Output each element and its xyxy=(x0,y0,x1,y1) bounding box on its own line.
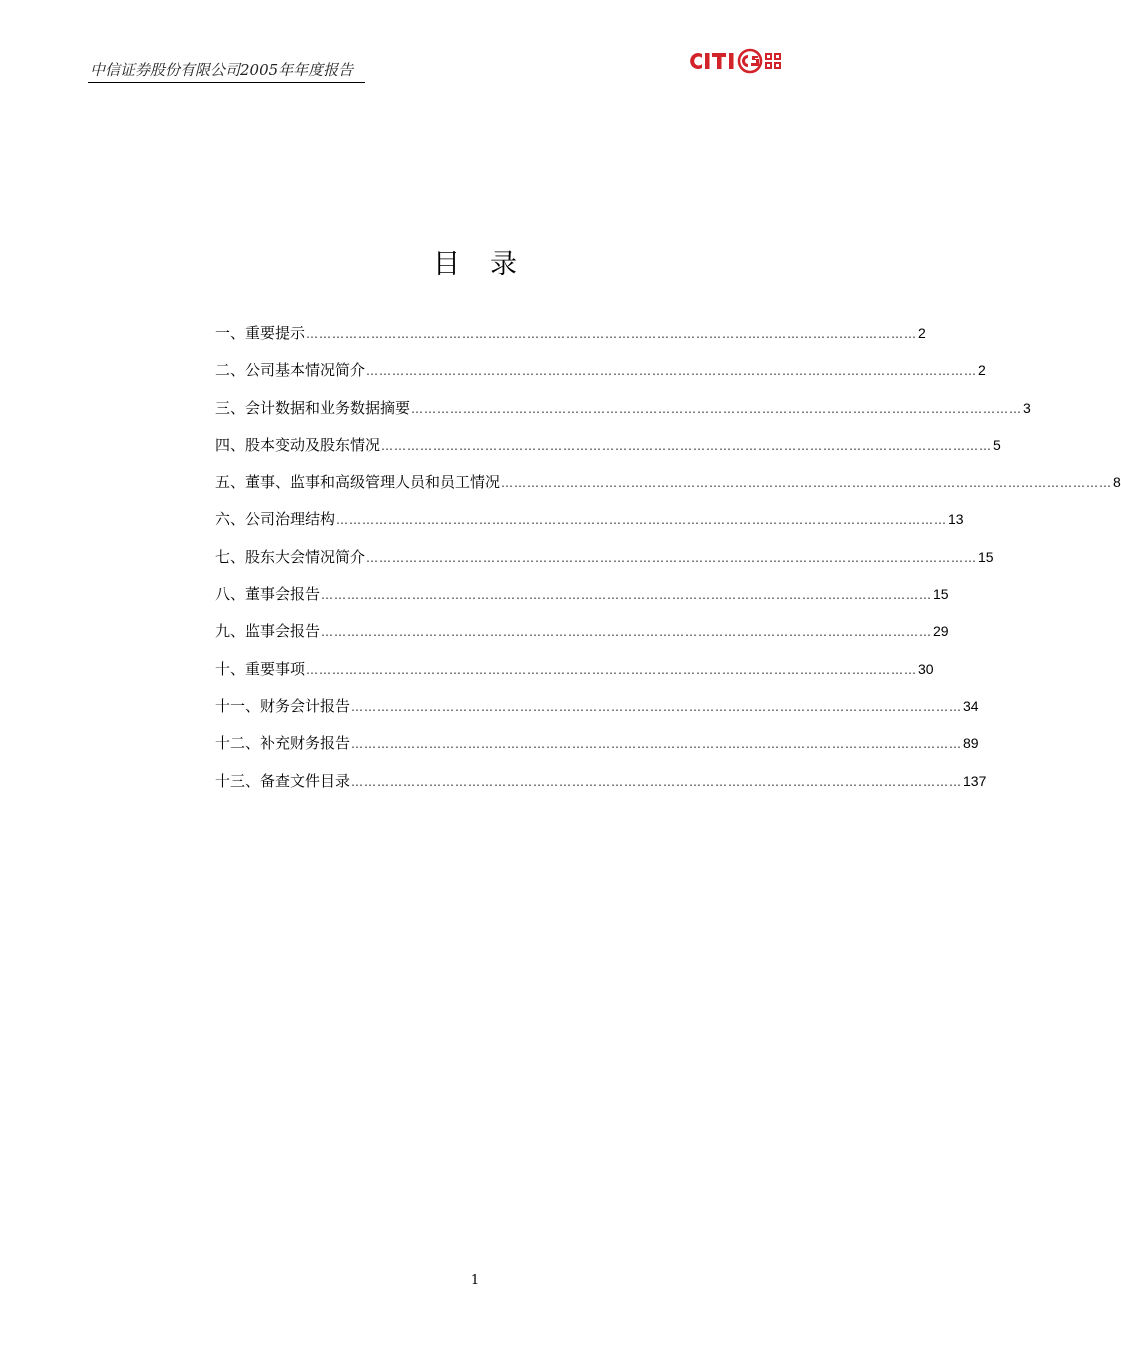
toc-entry-page: 15 xyxy=(933,586,949,603)
toc-entry[interactable] xyxy=(215,658,934,695)
toc-entry-page: 30 xyxy=(918,660,934,677)
toc-entry-title: 七、股东大会情况简介 xyxy=(215,547,366,566)
toc-entry-page: 89 xyxy=(963,735,979,752)
toc-entry[interactable] xyxy=(215,620,949,657)
report-header-title: 中信证券股份有限公司2005年年度报告 xyxy=(90,61,354,79)
toc-leader: …………………………………………………………………………………………………………………………… xyxy=(366,550,978,565)
toc-entry[interactable] xyxy=(215,546,994,583)
toc-entry-page: 5 xyxy=(993,436,1001,453)
citics-logo xyxy=(688,47,820,75)
toc-leader: …………………………………………………………………………………………………………………………… xyxy=(306,327,918,341)
toc-entry-title: 十、重要事项 xyxy=(215,659,306,678)
toc-entry-title: 四、股本变动及股东情况 xyxy=(215,435,381,454)
table-of-contents xyxy=(215,322,1121,807)
toc-entry-title: 八、董事会报告 xyxy=(215,585,321,604)
toc-entry-page: 137 xyxy=(963,772,987,789)
toc-entry-title: 三、会计数据和业务数据摘要 xyxy=(215,398,411,417)
toc-leader: …………………………………………………………………………………………………………………………… xyxy=(351,737,963,752)
toc-heading: 目录 xyxy=(433,249,547,280)
toc-entry-title: 五、董事、监事和高级管理人员和员工情况 xyxy=(215,473,501,492)
toc-entry-page: 15 xyxy=(978,548,994,565)
toc-entry-title: 六、公司治理结构 xyxy=(215,510,336,529)
toc-entry-title: 二、公司基本情况简介 xyxy=(215,361,366,380)
toc-leader: …………………………………………………………………………………………………………………………… xyxy=(321,625,933,640)
toc-entry[interactable] xyxy=(215,770,987,807)
toc-entry[interactable] xyxy=(215,397,1031,434)
toc-entry[interactable] xyxy=(215,471,1121,508)
toc-entry-title: 九、监事会报告 xyxy=(215,622,321,641)
page-number: 1 xyxy=(470,1273,480,1288)
toc-entry-page: 13 xyxy=(948,511,964,528)
toc-leader: …………………………………………………………………………………………………………………………… xyxy=(351,774,963,789)
toc-leader: …………………………………………………………………………………………………………………………… xyxy=(366,364,978,379)
toc-entry[interactable] xyxy=(215,322,926,359)
toc-entry[interactable] xyxy=(215,732,979,769)
toc-leader: …………………………………………………………………………………………………………………………… xyxy=(411,401,1023,416)
toc-leader: …………………………………………………………………………………………………………………………… xyxy=(336,513,948,528)
toc-entry-title: 十一、财务会计报告 xyxy=(215,696,351,715)
header-underline xyxy=(88,82,365,83)
toc-leader: …………………………………………………………………………………………………………………………… xyxy=(381,438,993,453)
toc-entry-page: 3 xyxy=(1023,399,1031,416)
toc-entry[interactable] xyxy=(215,508,964,545)
toc-entry-page: 34 xyxy=(963,697,979,714)
toc-entry-page: 29 xyxy=(933,623,949,640)
toc-entry[interactable] xyxy=(215,695,979,732)
toc-entry-page: 2 xyxy=(918,325,926,341)
toc-leader: …………………………………………………………………………………………………………………………… xyxy=(351,699,963,714)
toc-entry-title: 十二、补充财务报告 xyxy=(215,734,351,753)
toc-entry-title: 一、重要提示 xyxy=(215,324,306,342)
toc-entry[interactable] xyxy=(215,434,1001,471)
toc-entry-title: 十三、备查文件目录 xyxy=(215,771,351,790)
toc-leader: …………………………………………………………………………………………………………………………… xyxy=(321,588,933,603)
toc-entry[interactable] xyxy=(215,583,949,620)
toc-entry[interactable] xyxy=(215,359,986,396)
toc-entry-page: 2 xyxy=(978,362,986,379)
toc-entry-page: 8 xyxy=(1113,474,1121,491)
toc-leader: …………………………………………………………………………………………………………………………… xyxy=(306,662,918,677)
toc-leader: …………………………………………………………………………………………………………………………… xyxy=(501,476,1113,491)
